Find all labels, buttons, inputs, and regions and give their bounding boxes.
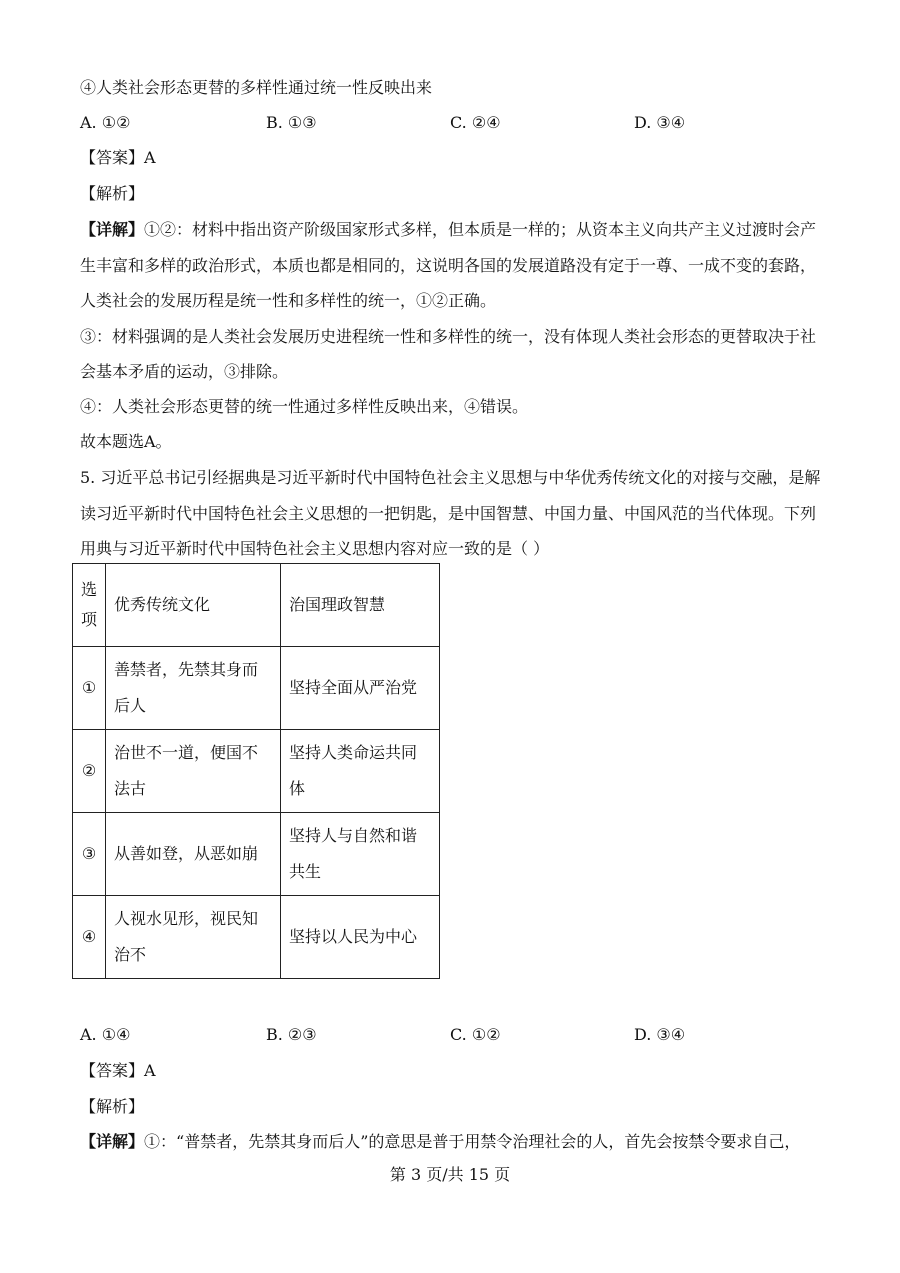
detail-line-5: 会基本矛盾的运动，③排除。 xyxy=(80,362,289,381)
table-row xyxy=(73,896,440,979)
detail-label: 【详解】 xyxy=(80,220,145,239)
detail-line-2: 生丰富和多样的政治形式，本质也都是相同的，这说明各国的发展道路没有定于一尊、一成不变的套路， xyxy=(80,256,817,275)
header-option: 选项 xyxy=(73,564,106,647)
row-2-culture: 治世不一道，便国不法古 xyxy=(106,730,281,813)
option-iv-text: ④人类社会形态更替的多样性通过统一性反映出来 xyxy=(80,78,433,97)
q5-choice-c: C. ①② xyxy=(450,1025,501,1044)
choice-a: A. ①② xyxy=(80,113,131,132)
detail-line-7: 故本题选A。 xyxy=(80,432,172,451)
q5-analysis-label: 【解析】 xyxy=(80,1097,145,1116)
row-3-culture: 从善如登，从恶如崩 xyxy=(106,813,281,896)
table-row xyxy=(73,730,440,813)
row-1-option: ① xyxy=(73,647,106,730)
row-2-governance: 坚持人类命运共同体 xyxy=(281,730,440,813)
row-4-culture: 人视水见形，视民知治不 xyxy=(106,896,281,979)
q5-choice-d: D. ③④ xyxy=(634,1025,686,1044)
q5-stem-1: 5. 习近平总书记引经据典是习近平新时代中国特色社会主义思想与中华优秀传统文化的对接与交融，是解 xyxy=(80,468,821,487)
q5-table xyxy=(72,563,440,979)
header-governance: 治国理政智慧 xyxy=(281,564,440,647)
row-3-governance: 坚持人与自然和谐共生 xyxy=(281,813,440,896)
q5-choice-b: B. ②③ xyxy=(266,1025,317,1044)
choice-b: B. ①③ xyxy=(266,113,317,132)
table-row xyxy=(73,813,440,896)
row-3-option: ③ xyxy=(73,813,106,896)
q5-stem-2: 读习近平新时代中国特色社会主义思想的一把钥匙，是中国智慧、中国力量、中国风范的当代体现。下列 xyxy=(80,504,817,523)
detail-line-1 xyxy=(80,220,816,240)
q5-answer-label: 【答案】A xyxy=(80,1061,156,1080)
detail-line-3: 人类社会的发展历程是统一性和多样性的统一，①②正确。 xyxy=(80,291,497,310)
page-footer: 第 3 页/共 15 页 xyxy=(389,1165,511,1184)
analysis-label: 【解析】 xyxy=(80,184,145,203)
q5-choice-a: A. ①④ xyxy=(80,1025,131,1044)
header-culture: 优秀传统文化 xyxy=(106,564,281,647)
row-1-culture: 善禁者，先禁其身而后人 xyxy=(106,647,281,730)
q5-stem-3: 用典与习近平新时代中国特色社会主义思想内容对应一致的是（ ） xyxy=(80,539,550,558)
choice-d: D. ③④ xyxy=(634,113,686,132)
row-2-option: ② xyxy=(73,730,106,813)
answer-label: 【答案】A xyxy=(80,148,156,167)
row-4-option: ④ xyxy=(73,896,106,979)
row-1-governance: 坚持全面从严治党 xyxy=(281,647,440,730)
row-4-governance: 坚持以人民为中心 xyxy=(281,896,440,979)
q5-detail-label: 【详解】 xyxy=(80,1132,145,1151)
detail-text: ①②：材料中指出资产阶级国家形式多样，但本质是一样的；从资本主义向共产主义过渡时会产 xyxy=(144,220,817,239)
q5-detail-text: ①：“普禁者，先禁其身而后人”的意思是普于用禁令治理社会的人，首先会按禁令要求自己， xyxy=(144,1132,801,1151)
table-row xyxy=(73,647,440,730)
detail-line-6: ④：人类社会形态更替的统一性通过多样性反映出来，④错误。 xyxy=(80,397,529,416)
detail-line-4: ③：材料强调的是人类社会发展历史进程统一性和多样性的统一，没有体现人类社会形态的更替取决于社 xyxy=(80,327,817,346)
table-header-row xyxy=(73,564,440,647)
q5-detail-line xyxy=(80,1132,800,1152)
choice-c: C. ②④ xyxy=(450,113,501,132)
